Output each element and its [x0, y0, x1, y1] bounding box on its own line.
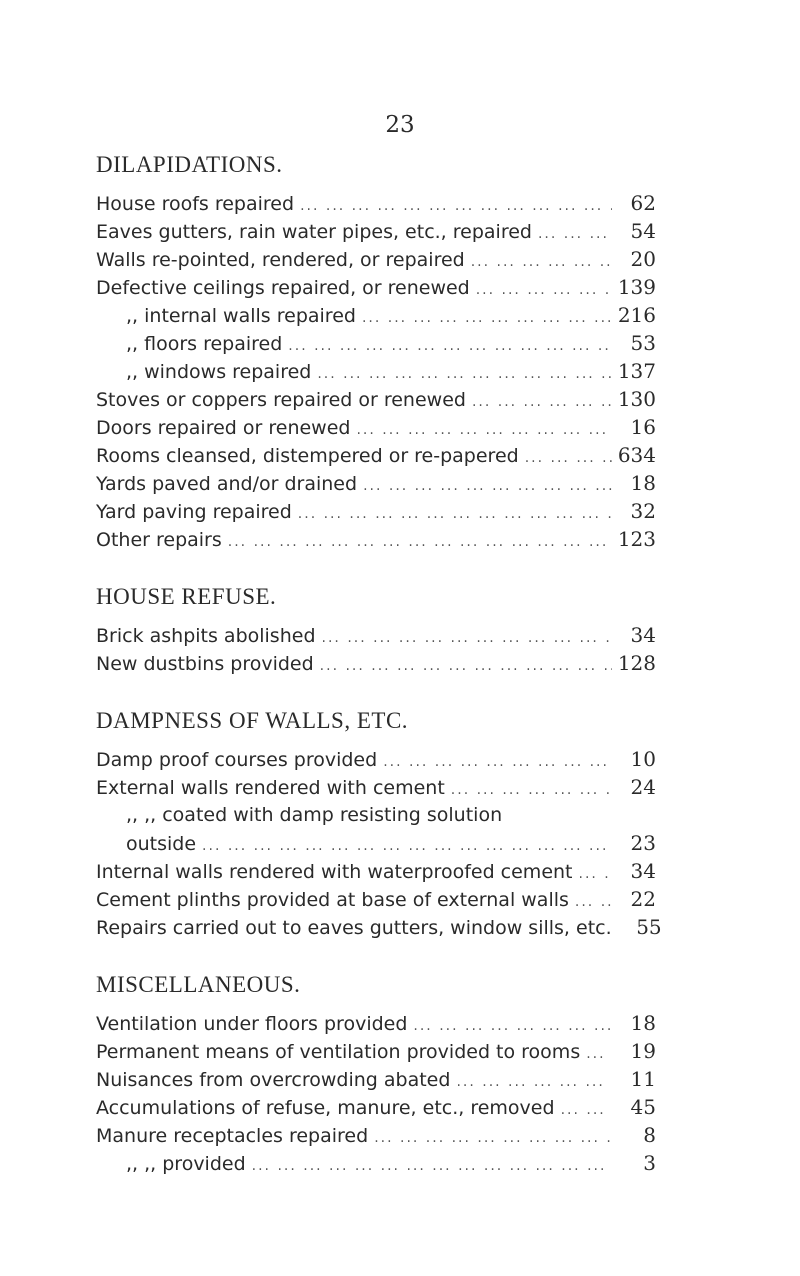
section-dilapidations — [96, 148, 656, 553]
leader-dots — [413, 1012, 612, 1040]
leader-dots — [456, 1068, 612, 1096]
leader-dots — [300, 192, 612, 220]
list-item — [96, 301, 656, 329]
item-label: External walls rendered with cement — [96, 777, 445, 799]
section-heading: DAMPNESS OF WALLS, ETC. — [96, 708, 409, 733]
list-item — [96, 1009, 656, 1037]
list-item — [96, 357, 656, 385]
leader-dots — [252, 1152, 612, 1180]
item-value: 55 — [636, 915, 662, 939]
leader-dots — [356, 416, 612, 444]
item-label: Permanent means of ventilation provided to rooms — [96, 1041, 581, 1063]
item-value: 34 — [630, 859, 656, 883]
section-house-refuse — [96, 580, 656, 677]
list-item — [96, 217, 656, 245]
list-item — [96, 189, 656, 217]
item-value: 11 — [630, 1067, 656, 1091]
item-value: 19 — [630, 1039, 656, 1063]
list-item — [96, 1065, 656, 1093]
item-value: 24 — [630, 775, 656, 799]
item-label: Cement plinths provided at base of external walls — [96, 889, 569, 911]
leader-dots — [586, 1040, 612, 1068]
item-label: Walls re-pointed, rendered, or repaired — [96, 249, 465, 271]
item-label: Internal walls rendered with waterproofed cement — [96, 861, 573, 883]
item-value: 3 — [643, 1151, 656, 1175]
item-label: New dustbins provided — [96, 653, 314, 675]
list-item — [96, 913, 662, 941]
item-value: 54 — [630, 219, 656, 243]
item-value: 45 — [630, 1095, 656, 1119]
leader-dots — [451, 776, 612, 804]
leader-dots — [538, 220, 612, 248]
item-label: Brick ashpits abolished — [96, 625, 316, 647]
item-label: Damp proof courses provided — [96, 749, 378, 771]
list-item — [96, 385, 656, 413]
list-item — [96, 469, 656, 497]
item-label: Repairs carried out to eaves gutters, window sills, etc. — [96, 917, 612, 939]
item-label: Stoves or coppers repaired or renewed — [96, 389, 466, 411]
leader-dots — [317, 360, 612, 388]
item-value: 16 — [630, 415, 656, 439]
item-value: 22 — [630, 887, 656, 911]
leader-dots — [471, 248, 612, 276]
item-value: 10 — [630, 747, 656, 771]
list-item — [96, 773, 656, 801]
item-value: 34 — [630, 623, 656, 647]
item-label: Nuisances from overcrowding abated — [96, 1069, 451, 1091]
list-item — [96, 801, 656, 829]
item-value: 32 — [630, 499, 656, 523]
leader-dots — [472, 388, 612, 416]
item-value: 139 — [617, 275, 656, 299]
section-dampness-of-walls — [96, 704, 662, 941]
leader-dots — [525, 444, 612, 472]
item-label: ,, ,, coated with damp resisting solution — [126, 804, 503, 826]
leader-dots — [298, 500, 612, 528]
section-heading: MISCELLANEOUS. — [96, 972, 301, 997]
item-label: Rooms cleansed, distempered or re-papered — [96, 445, 519, 467]
item-label: ,, windows repaired — [126, 361, 312, 383]
leader-dots — [363, 472, 612, 500]
leader-dots — [575, 888, 612, 916]
list-item — [96, 621, 656, 649]
item-label: Manure receptacles repaired — [96, 1125, 369, 1147]
list-item — [96, 649, 656, 677]
list-item — [96, 745, 656, 773]
list-item — [96, 273, 656, 301]
leader-dots — [476, 276, 612, 304]
item-value: 8 — [643, 1123, 656, 1147]
section-heading: DILAPIDATIONS. — [96, 152, 283, 177]
list-item — [96, 245, 656, 273]
leader-dots — [228, 528, 612, 556]
item-label: ,, floors repaired — [126, 333, 283, 355]
leader-dots — [322, 624, 612, 652]
list-item — [96, 1149, 656, 1177]
leader-dots — [374, 1124, 612, 1152]
list-item — [96, 829, 656, 857]
item-label: House roofs repaired — [96, 193, 295, 215]
item-value: 634 — [617, 443, 656, 467]
leader-dots — [288, 332, 612, 360]
list-item — [96, 329, 656, 357]
item-label: Yards paved and/or drained — [96, 473, 358, 495]
item-value: 23 — [630, 831, 656, 855]
item-value: 20 — [630, 247, 656, 271]
item-label: ,, internal walls repaired — [126, 305, 356, 327]
leader-dots — [383, 748, 612, 776]
item-value: 18 — [630, 1011, 656, 1035]
item-value: 128 — [617, 651, 656, 675]
list-item — [96, 525, 656, 553]
item-value: 137 — [617, 359, 656, 383]
leader-dots — [202, 832, 612, 860]
list-item — [96, 497, 656, 525]
page-number: 23 — [385, 112, 415, 138]
item-label: ,, ,, provided — [126, 1153, 246, 1175]
section-miscellaneous — [96, 968, 656, 1177]
item-value: 62 — [630, 191, 656, 215]
item-label: outside — [126, 833, 197, 855]
leader-dots — [579, 860, 613, 888]
leader-dots — [320, 652, 612, 680]
list-item — [96, 885, 656, 913]
item-value: 18 — [630, 471, 656, 495]
list-item — [96, 413, 656, 441]
item-label: Accumulations of refuse, manure, etc., removed — [96, 1097, 555, 1119]
list-item — [96, 1037, 656, 1065]
item-label: Defective ceilings repaired, or renewed — [96, 277, 470, 299]
item-value: 53 — [630, 331, 656, 355]
list-item — [96, 1121, 656, 1149]
list-item — [96, 1093, 656, 1121]
item-label: Ventilation under floors provided — [96, 1013, 408, 1035]
list-item — [96, 857, 656, 885]
section-heading: HOUSE REFUSE. — [96, 584, 277, 609]
item-label: Yard paving repaired — [96, 501, 292, 523]
item-value: 123 — [617, 527, 656, 551]
list-item — [96, 441, 656, 469]
leader-dots — [362, 304, 612, 332]
leader-dots — [561, 1096, 612, 1124]
item-value: 130 — [617, 387, 656, 411]
item-label: Eaves gutters, rain water pipes, etc., repaired — [96, 221, 532, 243]
report-content — [96, 148, 662, 1204]
item-label: Doors repaired or renewed — [96, 417, 351, 439]
item-value: 216 — [617, 303, 656, 327]
item-label: Other repairs — [96, 529, 222, 551]
